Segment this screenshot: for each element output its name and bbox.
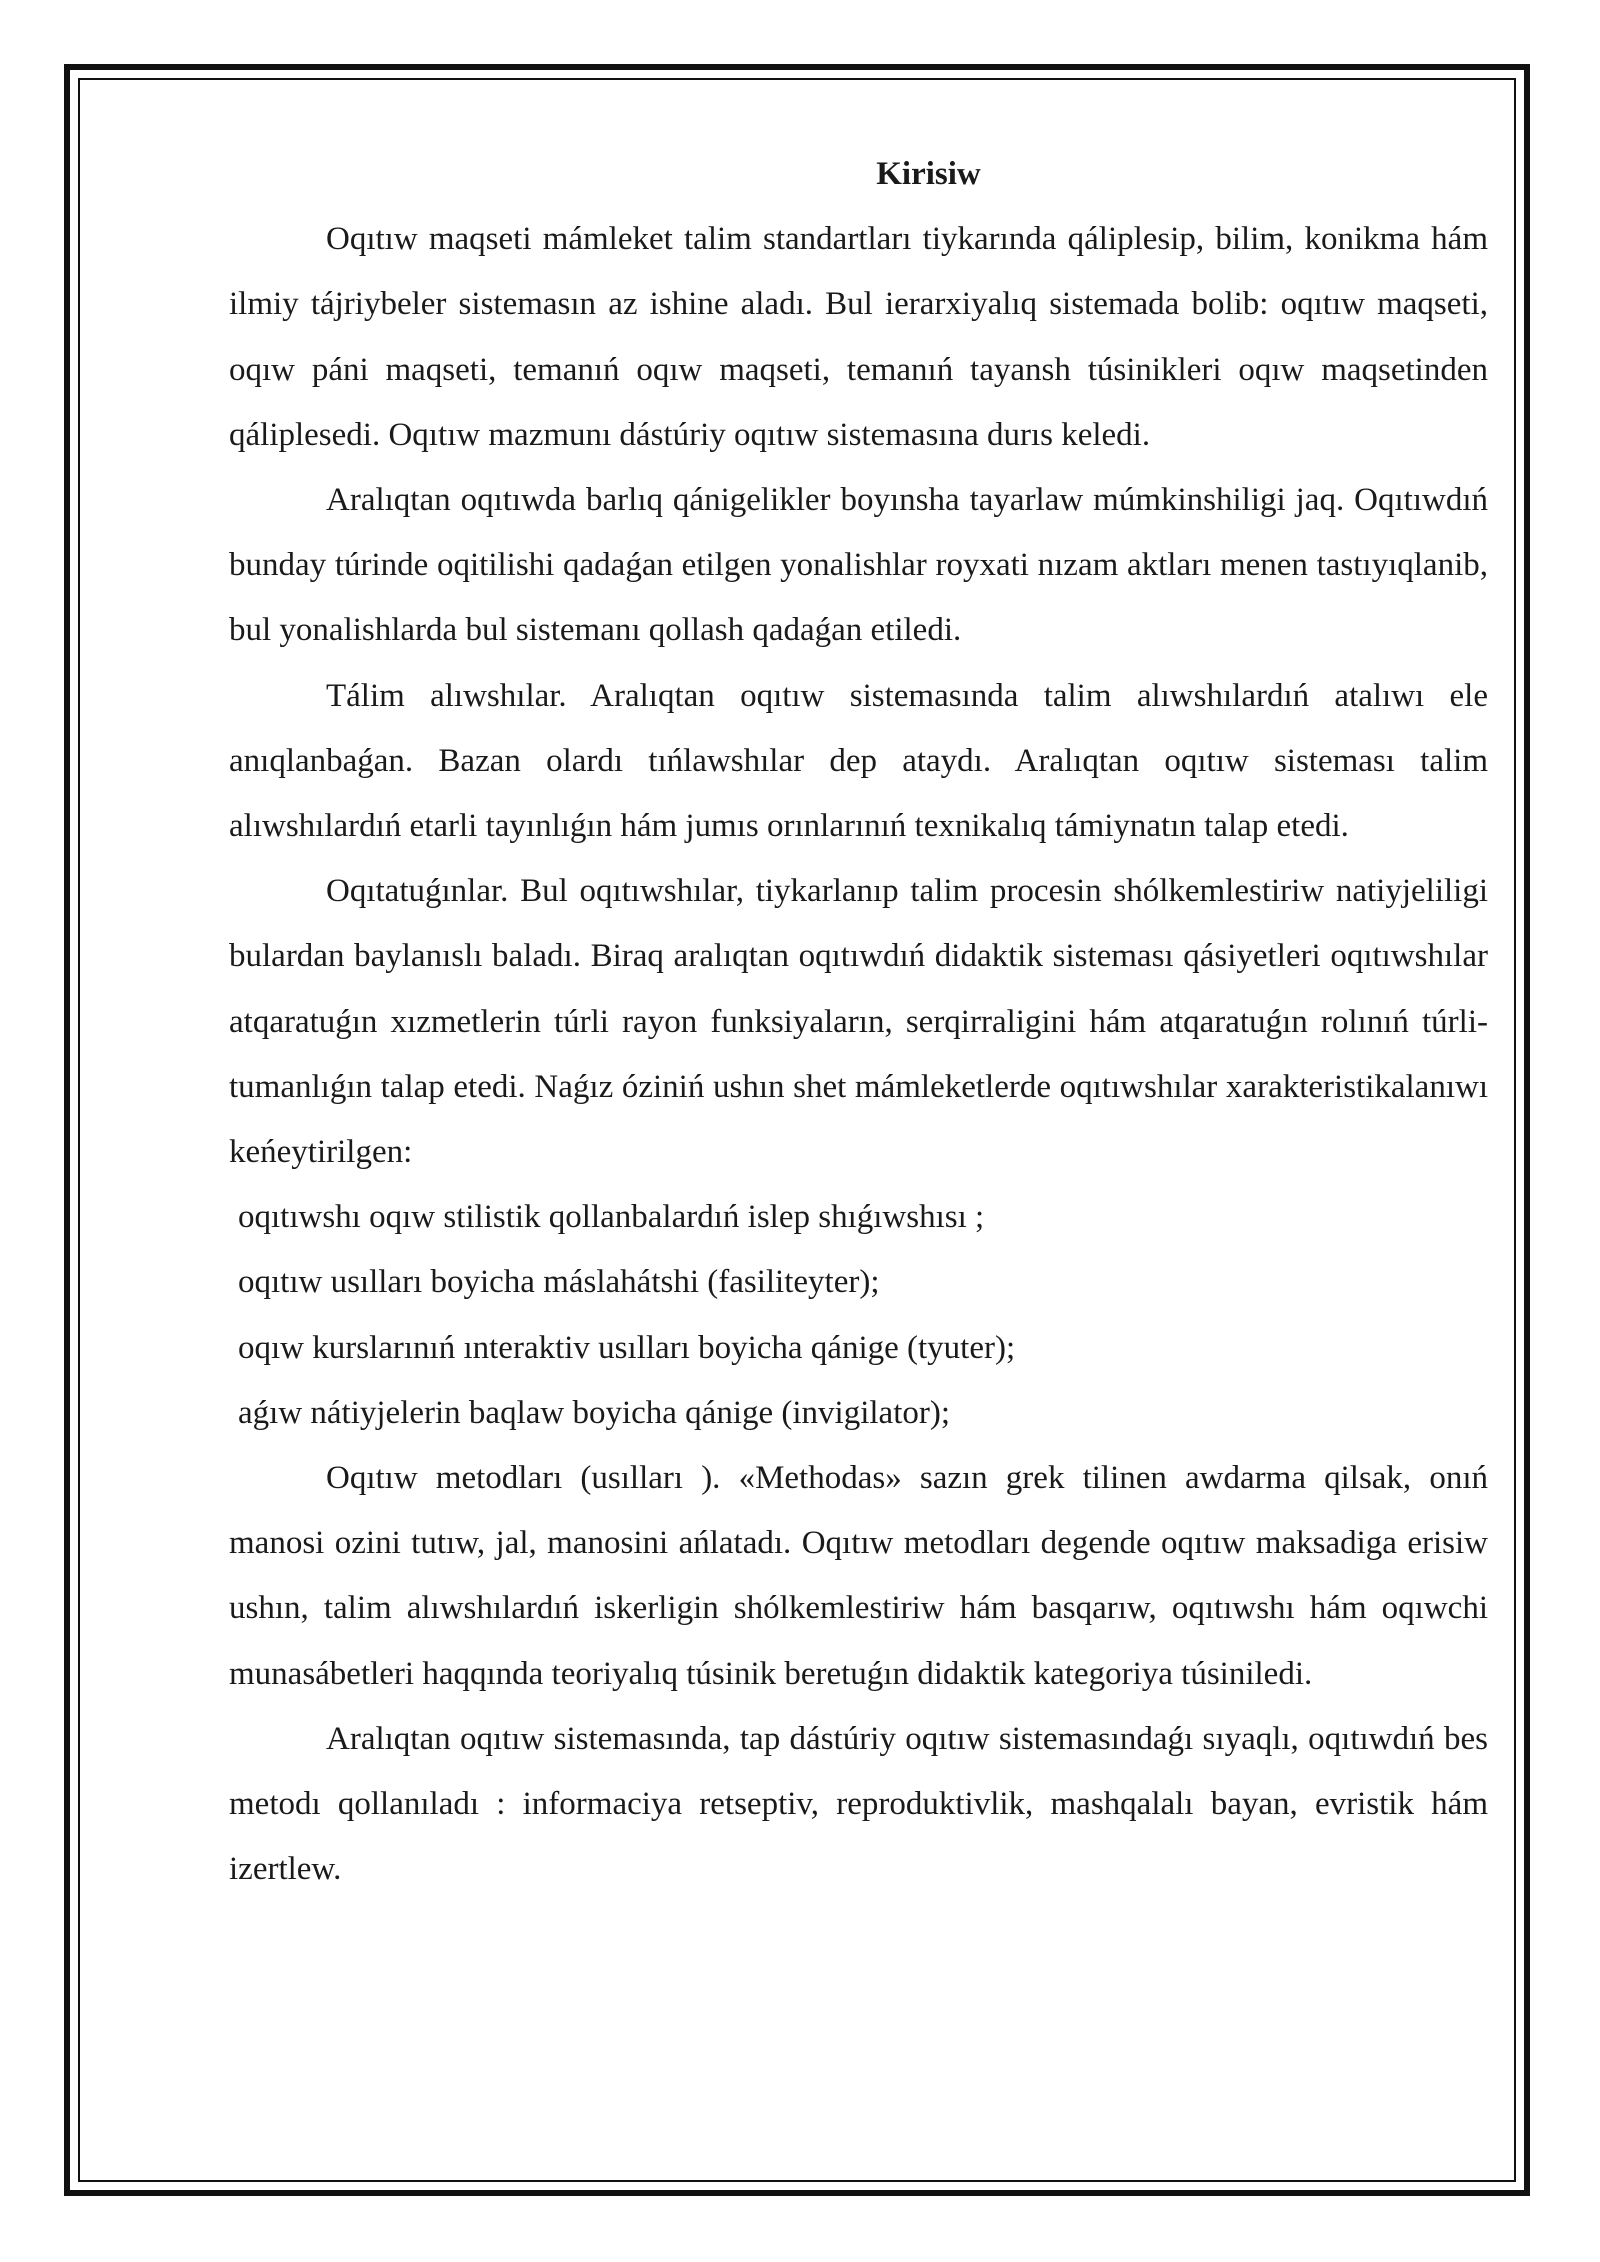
- paragraph-5: Oqıtıw metodları (usılları ). «Methodas» sazın grek tilinen awdarma qilsak, onıń manosi ozini tutıw, jal, manosini ańlatadı. Oqıtıw metodları degende oqıtıw maksadiga erisiw ushın, talim alıwshılardıń iskerligin shólkemlestiriw hám basqarıw, oqıtıwshı hám oqıwchi munasábetleri haqqında teoriyalıq túsinik beretuǵın didaktik kategoriya túsiniledi.: [229, 1460, 1488, 1692]
- document-title: Kirisiw: [876, 156, 981, 192]
- paragraph-2: Aralıqtan oqıtıwda barlıq qánigelikler boyınsha tayarlaw múmkinshiligi jaq. Oqıtıwdıń bunday túrinde oqitilishi qadaǵan etilgen yonalishlar royxati nızam aktları menen tastıyıqlanib, bul yonalishlarda bul sistemanı qollash qadaǵan etiledi.: [229, 482, 1488, 649]
- paragraph-4: Oqıtatuǵınlar. Bul oqıtıwshılar, tiykarlanıp talim procesin shólkemlestiriw natiyjeliligi bulardan baylanıslı baladı. Biraq aralıqtan oqıtıwdıń didaktik sisteması qásiyetleri oqıtıwshılar atqaratuǵın xızmetlerin túrli rayon funksiyaların, serqirraligini hám atqaratuǵın rolınıń túrli-tumanlıǵın talap etedi. Naǵız óziniń ushın shet mámleketlerde oqıtıwshılar xarakteristikalanıwı keńeytirilgen:: [229, 873, 1488, 1171]
- document-body: [229, 142, 1488, 1902]
- paragraph-3: Tálim alıwshılar. Aralıqtan oqıtıw sistemasında talim alıwshılardıń atalıwı ele anıqlanbaǵan. Bazan olardı tıńlawshılar dep ataydı. Aralıqtan oqıtıw sisteması talim alıwshılardıń etarli tayınlıǵın hám jumıs orınlarınıń texnikalıq támiynatın talap etedi.: [229, 677, 1488, 845]
- paragraph-6: Aralıqtan oqıtıw sistemasında, tap dástúriy oqıtıw sistemasındaǵı sıyaqlı, oqıtıwdıń bes metodı qollanıladı : informaciya retseptiv, reproduktivlik, mashqalalı bayan, evristik hám izertlew.: [229, 1720, 1488, 1888]
- paragraph-1: Oqıtıw maqseti mámleket talim standartları tiykarında qáliplesip, bilim, konikma hám ilmiy tájriybeler sistemasın az ishine aladı. Bul ierarxiyalıq sistemada bolib: oqıtıw maqseti, oqıw páni maqseti, temanıń oqıw maqseti, temanıń tayansh túsinikleri oqıw maqsetinden qáliplesedi. Oqıtıw mazmunı dástúriy oqıtıw sistemasına durıs keledi.: [229, 221, 1488, 453]
- list-item: oqıw kurslarınıń ınteraktiv usılları boyicha qánige (tyuter);: [238, 1329, 1016, 1366]
- list-item: oqıtıw usılları boyicha máslahátshi (fasiliteyter);: [238, 1264, 880, 1301]
- list-item: aǵıw nátiyjelerin baqlaw boyicha qánige (invigilator);: [238, 1394, 951, 1431]
- list-item: oqıtıwshı oqıw stilistik qollanbalardıń islep shıǵıwshısı ;: [238, 1199, 985, 1236]
